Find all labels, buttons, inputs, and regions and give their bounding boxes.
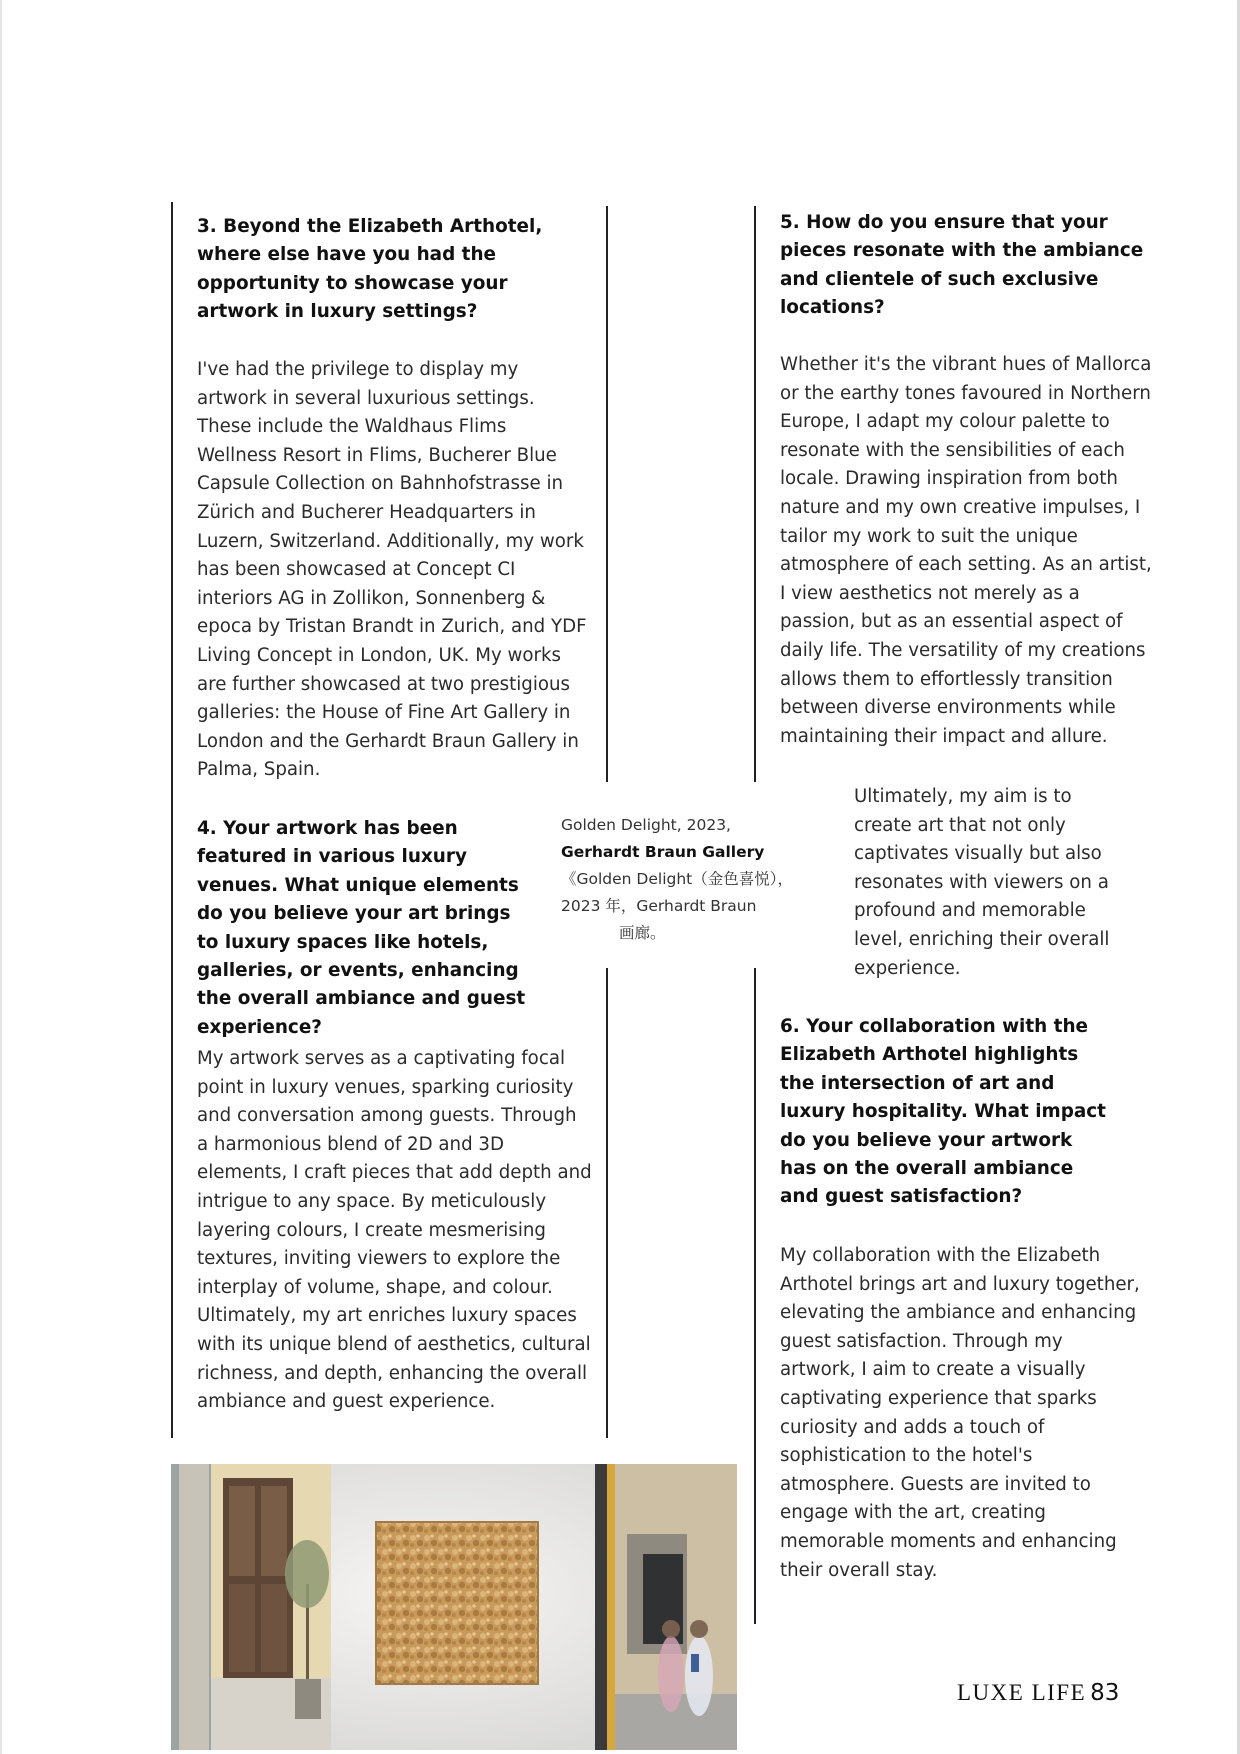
question-6: 6. Your collaboration with the Elizabeth Arthotel highlights the intersection of art and luxury hospitality. What impact do you believe your artwork has on the overall ambiance and guest satisfaction?: [780, 1016, 1106, 1208]
answer-3: I've had the privilege to display my artwork in several luxurious settings. These include the Waldhaus Flims Wellness Resort in Flims, Bucherer Blue Capsule Collection on Bahnhofstrasse in Zürich and Bucherer Headquarters in Luzern, Switzerland. Additionally, my work has been showcased at Concept CI interiors AG in Zollikon, Sonnenberg & epoca by Tristan Brandt in Zurich, and YDF Living Concept in London, UK. My works are further showcased at two prestigious galleries: the House of Fine Art Gallery in London and the Gerhardt Braun Gallery in Palma, Spain.: [197, 359, 587, 781]
gallery-photo: [171, 1464, 737, 1750]
magazine-name: LUXE LIFE: [957, 1680, 1087, 1705]
question-5: 5. How do you ensure that your pieces resonate with the ambiance and clientele of such exclusive locations?: [780, 212, 1144, 319]
page-footer: [957, 1680, 1119, 1706]
answer-5: Whether it's the vibrant hues of Mallorca or the earthy tones favoured in Northern Europe, I adapt my colour palette to resonate with the sensibilities of each locale. Drawing inspiration from both nature and my own creative impulses, I tailor my work to suit the unique atmosphere of each setting. As an artist, I view aesthetics not merely as a passion, but as an essential aspect of daily life. The versatility of my creations allows them to effortlessly transition between diverse environments while maintaining their impact and allure.: [780, 354, 1152, 747]
question-3: 3. Beyond the Elizabeth Arthotel, where else have you had the opportunity to showcase your artwork in luxury settings?: [197, 216, 543, 323]
gallery-photo-illustration: [171, 1464, 737, 1750]
column-rule-mid-lower: [606, 968, 608, 1438]
caption-chinese: 《Golden Delight（金色喜悦），2023 年，Gerhardt Braun: [561, 870, 794, 915]
page-edge-left: [0, 0, 2, 1754]
column-rule-right-lower: [754, 968, 756, 1624]
column-rule-right-upper: [754, 206, 756, 782]
page-number: 83: [1090, 1680, 1120, 1706]
caption-gallery: Gerhardt Braun Gallery: [561, 843, 765, 861]
column-rule-left: [171, 202, 173, 1438]
question-4: 4. Your artwork has been featured in various luxury venues. What unique elements do you believe your art brings to luxury spaces like hotels, galleries, or events, enhancing the overall ambiance and guest experience?: [197, 818, 526, 1038]
column-rule-mid-upper: [606, 206, 608, 782]
answer-5-continued: Ultimately, my aim is to create art that not only captivates visually but also resonates with viewers on a profound and memorable level, enriching their overall experience.: [854, 786, 1110, 979]
caption-chinese-end: 画廊。: [619, 924, 666, 942]
answer-6: My collaboration with the Elizabeth Arthotel brings art and luxury together, elevating the ambiance and enhancing guest satisfaction. Through my artwork, I aim to create a visually captivating experience that sparks curiosity and adds a touch of sophistication to the hotel's atmosphere. Guests are invited to engage with the art, creating memorable moments and enhancing their overall stay.: [780, 1245, 1140, 1581]
caption-title: Golden Delight, 2023,: [561, 816, 731, 834]
image-caption: [561, 812, 821, 947]
answer-4: My artwork serves as a captivating focal point in luxury venues, sparking curiosity and conversation among guests. Through a harmonious blend of 2D and 3D elements, I craft pieces that add depth and intrigue to any space. By meticulously layering colours, I create mesmerising textures, inviting viewers to explore the interplay of volume, shape, and colour. Ultimately, my art enriches luxury spaces with its unique blend of aesthetics, cultural richness, and depth, enhancing the overall ambiance and guest experience.: [197, 1048, 592, 1413]
